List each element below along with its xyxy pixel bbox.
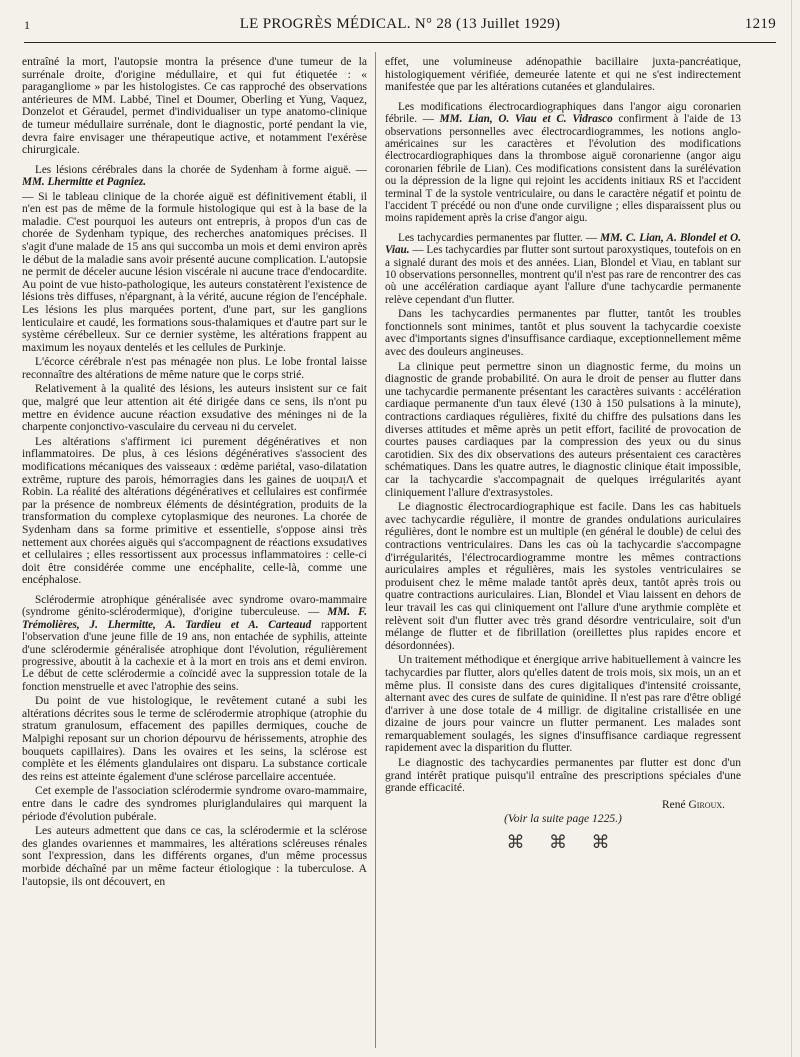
paragraph: Dans les tachycardies permanentes par flutter, tantôt les troubles fonctionnels sont minimes, tantôt et plus souvent la tachycardie coexiste avec d'importants signes d'insuffisance cardiaque, exceptionnellement même avec des douleurs angineuses.: [385, 308, 741, 359]
continued-note: (Voir la suite page 1225.): [504, 813, 622, 826]
heading-authors: MM. C. Lian, A. Blondel et O. Viau.: [385, 231, 741, 257]
heading-text: — Les tachycardies par flutter sont surtout paroxystiques, toutefois on en a signalé durant des mois et des années. Lian, Blondel et Viau, en tablant sur 10 observations personnelles, montrent qu'il n'est pas rare de rencontrer des cas où une accélération cardiaque ayant l'allure d'une tachycardie permanente relève cependant d'un flutter.: [385, 244, 741, 306]
paragraph: Relativement à la qualité des lésions, les auteurs insistent sur ce fait que, malgré que leur attention ait été dirigée dans ce sens, ils n'ont pu mettre en évidence aucune réaction exsudative des méninges ni de la charpente conjonctivo-vasculaire du cerveau ni du cervelet.: [22, 383, 367, 434]
margin-mark: 1: [24, 18, 31, 32]
page-number: 1219: [744, 16, 776, 32]
paragraph: effet, une volumineuse adénopathie bacillaire juxta-pancréatique, histologiquement vérifiée, demeurée latente et qui ne s'est indirectement manifestée que par les altérations cutanées et glandulaires.: [385, 56, 741, 94]
section-heading-chorea: [22, 164, 367, 189]
paragraph: Le diagnostic électrocardiographique est facile. Dans les cas habituels avec tachycardie régulière, il montre de grandes ondulations auriculaires régulières, dont le nombre est un multiple (en général le double) de celui des contractions ventriculaires. Dans les cas où la tachycardie s'accompagne d'irrégularités, l'électrocardiogramme montre les mêmes contractions auriculaires amples et régulières, mais les systoles ventriculaires se produisent chez le même malade tantôt après deux, tantôt après trois ou quatre contractions auriculaires. Lian, Blondel et Viau laissent en dehors de leur travail les cas qui cliniquement ont l'allure d'une arythmie complète et relèvent soit d'un flutter avec très grand désordre ventriculaire, soit d'un mélange de flutter et de fibrillation (oreillettes plus rapides encore et désordonnées).: [385, 501, 741, 652]
signature-name: Giroux.: [688, 798, 725, 811]
journal-title: LE PROGRÈS MÉDICAL. N° 28 (13 Juillet 1929): [239, 16, 561, 32]
paragraph: entraîné la mort, l'autopsie montra la présence d'une tumeur de la surrénale droite, d'origine médullaire, et qui fut étiquetée : « paragangliome » par les histologistes. Ce cas rapproché des observations antérieures de MM. Labbé, Tinel et Doumer, Oberling et Yung, Vaquez, Donzelot et Géraudel, permet d'individualiser un type anatomo-clinique de tumeur médullaire surrénale, dont le diagnostic, porté pendant la vie, devra faire envisager une thérapeutique active, et notamment l'exérèse chirurgicale.: [22, 56, 367, 157]
header-rule: [24, 42, 776, 43]
paragraph: L'écorce cérébrale n'est pas ménagée non plus. Le lobe frontal laisse reconnaître des altérations de même nature que le corps strié.: [22, 356, 367, 381]
section-heading-scleroderma: [22, 594, 367, 693]
heading-authors: MM. Lian, O. Viau et C. Vidrasco: [439, 113, 613, 126]
signature-prefix: René: [661, 798, 686, 811]
column-divider: [375, 52, 376, 1048]
paragraph: Le diagnostic des tachycardies permanentes par flutter est donc d'un grand intérêt pratique puisqu'il entraîne des prescriptions spéciales d'une grande efficacité.: [385, 757, 741, 795]
paragraph: Cet exemple de l'association sclérodermie syndrome ovaro-mammaire, entre dans le cadre des syndromes pluriglandulaires qui marquent la période d'évolution pubérale.: [22, 785, 367, 823]
heading-title: Les tachycardies permanentes par flutter. —: [398, 231, 598, 244]
ornament-icon: ⌘ ⌘ ⌘: [506, 832, 620, 853]
heading-title: Les lésions cérébrales dans la chorée de Sydenham à forme aiguë. —: [35, 163, 367, 176]
heading-text: rapportent l'observation d'une jeune fille de 19 ans, non entachée de syphilis, atteinte d'une sclérodermie généralisée atrophique dont l'évolution, régulièrement progressive, aboutit à la cachexie et à la mort en trois ans et demi environ. Le début de cette sclérodermie a coïncidé avec la suppression totale de la fonction menstruelle et avec l'atrophie des seins.: [22, 618, 367, 693]
heading-authors: MM. Lhermitte et Pagniez.: [22, 176, 146, 189]
paragraph: Les auteurs admettent que dans ce cas, la sclérodermie et la sclérose des glandes ovariennes et mammaires, les altérations scléreuses rénales sont l'expression, dans les différents organes, d'un même processus morbide déchaîné par un même facteur étiologique : la tuberculose. A l'autopsie, ils ont découvert, en: [22, 825, 367, 888]
left-column: [22, 56, 367, 1048]
author-signature: [385, 799, 725, 812]
right-column: [385, 56, 741, 1048]
heading-authors: MM. F. Trémolières, J. Lhermitte, A. Tardieu et A. Carteaud: [22, 606, 367, 631]
paragraph: Du point de vue histologique, le revêtement cutané a subi les altérations décrites sous le terme de sclérodermie atrophique (atrophie du stratum granulosum, effacement des papilles dermiques, couche de Malpighi reposant sur un chorion dépourvu de hérissements, atrophie des bouquets capillaires). Dans les ovaires et les seins, la sclérose est complète et les éléments glandulaires ont disparu. La substance corticale des reins est atteinte également d'une sclérose parcellaire accentuée.: [22, 695, 367, 783]
paragraph: La clinique peut permettre sinon un diagnostic ferme, du moins un diagnostic de grande probabilité. On aura le droit de penser au flutter dans une tachycardie permanente présentant les caractères suivants : accélération cardiaque permanente d'un taux élevé (130 à 150 pulsations à la minute), contractions cardiaques régulières, fixité du chiffre des pulsations dans les diverses attitudes et même après un petit effort, facilité de provocation de courtes pauses cardiaques par la compression des yeux ou du sinus carotidien. Six des dix observations des auteurs présentaient ces caractères schématiques. Dans les quatre autres, le diagnostic clinique était impossible, car la tachycardie s'accompagnait de quelques irrégularités ayant cliniquement l'allure d'extrasystoles.: [385, 360, 741, 499]
paragraph: — Si le tableau clinique de la chorée aiguë est définitivement établi, il n'en est pas de même de la formule histologique qui est à la base de la maladie. C'est pourquoi les auteurs ont entrepris, à propos d'un cas de chorée de Sydenham typique, des recherches anatomiques précises. Il s'agit d'une malade de 15 ans qui succomba un mois et demi environ après le début de la maladie sans avoir présenté aucune complication. L'autopsie ne permit de déceler aucune lésion viscérale ni aucune trace d'endocardite. Au point de vue histo-pathologique, les auteurs constatèrent l'existence de lésions très diffuses, n'épargnant, à la vérité, aucune région de l'encéphale. Les lésions les plus marquées portent, d'une part, sur les ganglions lenticulaire et caudé, les formations sous-thalamiques et d'autre part sur le système cérébelleux. Sur ce dernier système, les altérations frappent au maximum les noyaux dentelés et les cellules de Purkinje.: [22, 190, 367, 354]
paragraph: Un traitement méthodique et énergique arrive habituellement à vaincre les tachycardies par flutter, alors qu'elles datent de trois mois, six mois, un an et même plus. Il consiste dans des cures digitaliques d'intensité croissante, alternant avec des cures de sulfate de quinidine. Il n'est pas rare d'être obligé d'arriver à une dose totale de 4 milligr. de digitaline cristallisée en une dizaine de jours pour vaincre un flutter permanent. Les malades sont remarquablement soulagés, les signes d'insuffisance cardiaque regressent rapidement avec la disparition du flutter.: [385, 654, 741, 755]
page-header: [24, 14, 776, 40]
section-heading-flutter: [385, 232, 741, 306]
paragraph: Les altérations s'affirment ici purement dégénératives et non inflammatoires. De plus, à ces lésions dégénératives s'associent des modifications mécaniques des vaisseaux : œdème pariétal, vaso-dilatation extrême, rupture des parois, hémorragies dans les gaines de uoɥɔɹᴉΛ et Robin. La réalité des altérations dégénératives et cellulaires est confirmée par la présence de nombreux éléments de désintégration, produits de la transformation du complexe cytoplasmique des neurones. La chorée de Sydenham dans sa forme primitive et essentielle, s'oppose ainsi très nettement aux chorées aiguës qui s'accompagnent de réactions exsudatives et cellulaires ; elles ressortissent aux processus inflammatoires : celle-ci doit être considérée comme une encéphalite, celle-là, comme une encéphalose.: [22, 435, 367, 587]
heading-text: confirment à l'aide de 13 observations personnelles avec électrocardiogrammes, les notions anglo-américaines sur les caractères et l'évolution des modifications électrocardiographiques dans la thrombose aiguë coronarienne (angor aigu coronarien fébrile de Lian). Ces modifications consistent dans la surélévation ou la dépression de la ligne qui rejoint les accidents initiaux RS et l'accident terminal T de la systole ventriculaire, ou dans le caractère négatif et pointu de l'accident T précédé ou non d'une onde curviligne ; elles disparaissent plus ou moins rapidement après la crise d'angor aigu.: [385, 113, 741, 225]
heading-title: Sclérodermie atrophique généralisée avec syndrome ovaro-mammaire (syndrome génito-sclérodermique), d'origine tuberculeuse. —: [22, 593, 367, 619]
section-heading-ecg: [385, 101, 741, 225]
heading-title: Les modifications électrocardiographiques dans l'angor aigu coronarien fébrile. —: [385, 100, 741, 126]
page-edge: [791, 0, 792, 1057]
